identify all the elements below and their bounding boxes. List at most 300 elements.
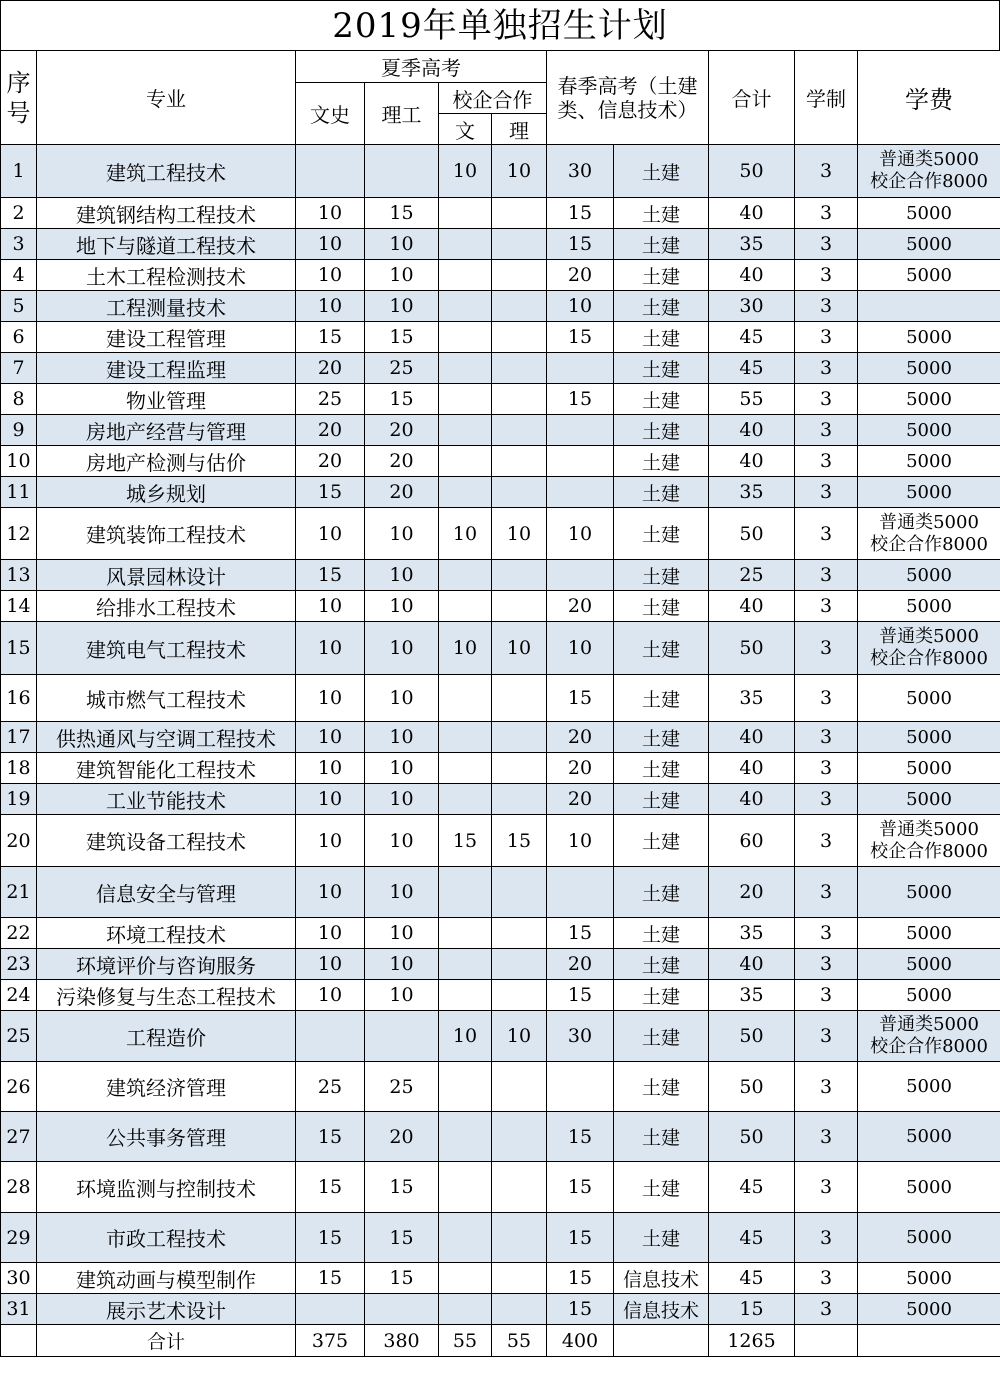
totals-ligong: 380 xyxy=(365,1325,439,1357)
cell-category: 土建 xyxy=(614,322,709,353)
cell-xq-li xyxy=(492,291,547,322)
cell-fee: 5000 xyxy=(858,753,1000,784)
cell-no: 3 xyxy=(1,229,37,260)
fee-line: 普通类5000 xyxy=(879,149,979,170)
cell-fee: 5000 xyxy=(858,980,1000,1011)
cell-total: 35 xyxy=(709,477,795,508)
cell-fee: 5000 xyxy=(858,591,1000,622)
cell-category: 土建 xyxy=(614,291,709,322)
cell-major: 供热通风与空调工程技术 xyxy=(37,722,296,753)
cell-no: 6 xyxy=(1,322,37,353)
cell-duration: 3 xyxy=(795,591,858,622)
cell-wenshi: 10 xyxy=(296,291,365,322)
cell-fee: 5000 xyxy=(858,229,1000,260)
cell-wenshi: 15 xyxy=(296,477,365,508)
cell-total: 25 xyxy=(709,560,795,591)
cell-wenshi: 10 xyxy=(296,198,365,229)
cell-duration: 3 xyxy=(795,291,858,322)
cell-spring: 15 xyxy=(547,918,614,949)
cell-fee: 5000 xyxy=(858,384,1000,415)
cell-xq-wen: 10 xyxy=(439,1011,492,1062)
cell-major: 污染修复与生态工程技术 xyxy=(37,980,296,1011)
cell-no: 21 xyxy=(1,867,37,918)
cell-major: 风景园林设计 xyxy=(37,560,296,591)
cell-xq-li xyxy=(492,1263,547,1294)
cell-spring: 20 xyxy=(547,722,614,753)
cell-fee: 5000 xyxy=(858,1112,1000,1162)
cell-no: 26 xyxy=(1,1062,37,1112)
cell-ligong: 20 xyxy=(365,415,439,446)
cell-wenshi xyxy=(296,1011,365,1062)
cell-wenshi: 10 xyxy=(296,815,365,867)
table-row xyxy=(1,1112,1000,1162)
table-row xyxy=(1,508,1000,560)
cell-major: 建筑装饰工程技术 xyxy=(37,508,296,560)
cell-major: 建设工程管理 xyxy=(37,322,296,353)
cell-major: 土木工程检测技术 xyxy=(37,260,296,291)
cell-xq-wen: 15 xyxy=(439,815,492,867)
fee-line-secondary: 校企合作8000 xyxy=(870,840,988,862)
cell-category: 土建 xyxy=(614,918,709,949)
cell-category: 土建 xyxy=(614,1213,709,1263)
cell-xq-wen xyxy=(439,675,492,722)
cell-xq-wen xyxy=(439,384,492,415)
cell-duration: 3 xyxy=(795,384,858,415)
cell-wenshi: 10 xyxy=(296,753,365,784)
cell-wenshi: 10 xyxy=(296,622,365,675)
cell-category: 土建 xyxy=(614,1112,709,1162)
table-row xyxy=(1,591,1000,622)
cell-ligong: 15 xyxy=(365,198,439,229)
totals-total: 1265 xyxy=(709,1325,795,1357)
cell-no: 24 xyxy=(1,980,37,1011)
cell-xq-wen xyxy=(439,322,492,353)
cell-total: 35 xyxy=(709,229,795,260)
cell-duration: 3 xyxy=(795,722,858,753)
cell-fee: 5000 xyxy=(858,918,1000,949)
cell-duration: 3 xyxy=(795,322,858,353)
cell-fee: 5000 xyxy=(858,722,1000,753)
cell-duration: 3 xyxy=(795,867,858,918)
cell-duration: 3 xyxy=(795,508,858,560)
cell-category: 土建 xyxy=(614,722,709,753)
cell-category: 土建 xyxy=(614,949,709,980)
cell-major: 市政工程技术 xyxy=(37,1213,296,1263)
cell-no: 9 xyxy=(1,415,37,446)
table-row xyxy=(1,415,1000,446)
fee-line: 普通类5000 xyxy=(879,818,979,840)
cell-no: 1 xyxy=(1,145,37,198)
cell-xq-li xyxy=(492,675,547,722)
cell-wenshi: 25 xyxy=(296,1062,365,1112)
cell-fee: 5000 xyxy=(858,322,1000,353)
cell-xq-wen xyxy=(439,1112,492,1162)
table-row xyxy=(1,949,1000,980)
cell-xq-li xyxy=(492,1112,547,1162)
table-row xyxy=(1,1011,1000,1062)
header-major: 专业 xyxy=(37,51,296,145)
table-body xyxy=(1,145,1000,1325)
cell-major: 建筑经济管理 xyxy=(37,1062,296,1112)
cell-major: 房地产检测与估价 xyxy=(37,446,296,477)
cell-ligong: 10 xyxy=(365,949,439,980)
cell-major: 建设工程监理 xyxy=(37,353,296,384)
table-row xyxy=(1,198,1000,229)
cell-spring xyxy=(547,1062,614,1112)
cell-total: 40 xyxy=(709,722,795,753)
table-row xyxy=(1,722,1000,753)
cell-ligong: 20 xyxy=(365,446,439,477)
cell-xq-li xyxy=(492,980,547,1011)
cell-xq-wen xyxy=(439,1263,492,1294)
cell-xq-li: 15 xyxy=(492,815,547,867)
cell-ligong: 25 xyxy=(365,1062,439,1112)
cell-total: 35 xyxy=(709,675,795,722)
cell-fee: 5000 xyxy=(858,353,1000,384)
cell-xq-li xyxy=(492,415,547,446)
cell-duration: 3 xyxy=(795,815,858,867)
cell-fee: 5000 xyxy=(858,784,1000,815)
header-summer: 夏季高考 xyxy=(296,51,547,83)
cell-total: 40 xyxy=(709,753,795,784)
cell-total: 20 xyxy=(709,867,795,918)
cell-xq-li xyxy=(492,784,547,815)
cell-major: 建筑电气工程技术 xyxy=(37,622,296,675)
table-row xyxy=(1,980,1000,1011)
cell-xq-li xyxy=(492,1213,547,1263)
table-row xyxy=(1,1294,1000,1325)
cell-duration: 3 xyxy=(795,622,858,675)
cell-major: 给排水工程技术 xyxy=(37,591,296,622)
cell-major: 环境监测与控制技术 xyxy=(37,1162,296,1213)
cell-duration: 3 xyxy=(795,753,858,784)
cell-category: 土建 xyxy=(614,1062,709,1112)
cell-no: 12 xyxy=(1,508,37,560)
cell-duration: 3 xyxy=(795,353,858,384)
cell-category: 土建 xyxy=(614,784,709,815)
table-row xyxy=(1,1162,1000,1213)
cell-duration: 3 xyxy=(795,477,858,508)
cell-wenshi: 15 xyxy=(296,1213,365,1263)
cell-category: 土建 xyxy=(614,229,709,260)
table-row xyxy=(1,1213,1000,1263)
cell-category: 信息技术 xyxy=(614,1263,709,1294)
cell-total: 40 xyxy=(709,260,795,291)
cell-spring: 15 xyxy=(547,384,614,415)
totals-label: 合计 xyxy=(37,1325,296,1357)
cell-xq-li xyxy=(492,753,547,784)
cell-wenshi: 10 xyxy=(296,260,365,291)
cell-category: 土建 xyxy=(614,753,709,784)
cell-spring xyxy=(547,353,614,384)
cell-spring: 15 xyxy=(547,1162,614,1213)
cell-total: 40 xyxy=(709,415,795,446)
cell-no: 28 xyxy=(1,1162,37,1213)
cell-fee xyxy=(858,622,1000,675)
table-row xyxy=(1,918,1000,949)
cell-ligong: 10 xyxy=(365,867,439,918)
cell-ligong xyxy=(365,1011,439,1062)
cell-duration: 3 xyxy=(795,229,858,260)
cell-xq-wen xyxy=(439,1294,492,1325)
cell-no: 8 xyxy=(1,384,37,415)
cell-spring: 10 xyxy=(547,815,614,867)
cell-total: 45 xyxy=(709,322,795,353)
cell-fee xyxy=(858,291,1000,322)
cell-duration: 3 xyxy=(795,1263,858,1294)
cell-total: 45 xyxy=(709,353,795,384)
cell-duration: 3 xyxy=(795,1213,858,1263)
header-total: 合计 xyxy=(709,51,795,145)
cell-xq-li xyxy=(492,446,547,477)
cell-wenshi: 15 xyxy=(296,1112,365,1162)
cell-duration: 3 xyxy=(795,675,858,722)
cell-category: 土建 xyxy=(614,867,709,918)
cell-fee: 5000 xyxy=(858,198,1000,229)
cell-no: 15 xyxy=(1,622,37,675)
cell-total: 45 xyxy=(709,1162,795,1213)
cell-xq-wen xyxy=(439,1213,492,1263)
cell-duration: 3 xyxy=(795,1112,858,1162)
header-spring: 春季高考（土建类、信息技术） xyxy=(547,51,709,145)
cell-xq-li xyxy=(492,1062,547,1112)
cell-wenshi xyxy=(296,145,365,198)
cell-ligong: 10 xyxy=(365,918,439,949)
cell-major: 建筑动画与模型制作 xyxy=(37,1263,296,1294)
cell-duration: 3 xyxy=(795,980,858,1011)
cell-category: 信息技术 xyxy=(614,1294,709,1325)
cell-no: 16 xyxy=(1,675,37,722)
cell-fee: 5000 xyxy=(858,560,1000,591)
cell-ligong: 10 xyxy=(365,815,439,867)
cell-xq-li xyxy=(492,591,547,622)
cell-ligong: 10 xyxy=(365,722,439,753)
table-row xyxy=(1,353,1000,384)
table-row xyxy=(1,1062,1000,1112)
fee-line: 普通类5000 xyxy=(879,511,979,533)
cell-xq-wen xyxy=(439,415,492,446)
table-row xyxy=(1,784,1000,815)
cell-ligong: 10 xyxy=(365,784,439,815)
totals-fee xyxy=(858,1325,1000,1357)
cell-xq-li xyxy=(492,1162,547,1213)
cell-total: 60 xyxy=(709,815,795,867)
cell-ligong: 20 xyxy=(365,1112,439,1162)
cell-major: 建筑钢结构工程技术 xyxy=(37,198,296,229)
cell-xq-wen xyxy=(439,1062,492,1112)
cell-ligong: 10 xyxy=(365,622,439,675)
table-row xyxy=(1,675,1000,722)
header-fee: 学费 xyxy=(858,51,1000,145)
cell-ligong xyxy=(365,145,439,198)
cell-spring: 15 xyxy=(547,1112,614,1162)
cell-xq-wen xyxy=(439,784,492,815)
totals-duration xyxy=(795,1325,858,1357)
cell-ligong: 15 xyxy=(365,1162,439,1213)
cell-total: 35 xyxy=(709,918,795,949)
cell-category: 土建 xyxy=(614,1162,709,1213)
page-title: 2019年单独招生计划 xyxy=(0,0,1000,50)
cell-ligong: 10 xyxy=(365,229,439,260)
cell-wenshi xyxy=(296,1294,365,1325)
cell-duration: 3 xyxy=(795,260,858,291)
cell-xq-wen xyxy=(439,198,492,229)
cell-category: 土建 xyxy=(614,384,709,415)
cell-major: 建筑智能化工程技术 xyxy=(37,753,296,784)
cell-total: 35 xyxy=(709,980,795,1011)
cell-category: 土建 xyxy=(614,508,709,560)
cell-duration: 3 xyxy=(795,560,858,591)
cell-category: 土建 xyxy=(614,675,709,722)
table-row xyxy=(1,291,1000,322)
table-row xyxy=(1,145,1000,198)
cell-ligong: 15 xyxy=(365,384,439,415)
cell-fee: 5000 xyxy=(858,415,1000,446)
cell-spring: 20 xyxy=(547,784,614,815)
cell-duration: 3 xyxy=(795,1062,858,1112)
cell-xq-wen xyxy=(439,560,492,591)
cell-spring xyxy=(547,446,614,477)
cell-ligong xyxy=(365,1294,439,1325)
cell-xq-wen: 10 xyxy=(439,508,492,560)
cell-major: 工程测量技术 xyxy=(37,291,296,322)
totals-xq-wen: 55 xyxy=(439,1325,492,1357)
cell-xq-li: 10 xyxy=(492,622,547,675)
cell-wenshi: 10 xyxy=(296,229,365,260)
cell-fee: 5000 xyxy=(858,675,1000,722)
cell-spring: 15 xyxy=(547,198,614,229)
cell-xq-wen xyxy=(439,353,492,384)
cell-wenshi: 15 xyxy=(296,1162,365,1213)
cell-xq-wen xyxy=(439,753,492,784)
cell-xq-wen xyxy=(439,949,492,980)
cell-spring: 15 xyxy=(547,229,614,260)
cell-ligong: 20 xyxy=(365,477,439,508)
cell-duration: 3 xyxy=(795,145,858,198)
cell-major: 城市燃气工程技术 xyxy=(37,675,296,722)
fee-line-secondary: 校企合作8000 xyxy=(870,171,988,192)
cell-total: 50 xyxy=(709,1011,795,1062)
cell-xq-li xyxy=(492,229,547,260)
cell-xq-li xyxy=(492,353,547,384)
cell-duration: 3 xyxy=(795,784,858,815)
cell-spring: 10 xyxy=(547,622,614,675)
cell-category: 土建 xyxy=(614,198,709,229)
cell-no: 2 xyxy=(1,198,37,229)
cell-ligong: 15 xyxy=(365,1213,439,1263)
cell-spring xyxy=(547,560,614,591)
cell-no: 31 xyxy=(1,1294,37,1325)
cell-total: 50 xyxy=(709,1112,795,1162)
cell-category: 土建 xyxy=(614,980,709,1011)
cell-wenshi: 20 xyxy=(296,353,365,384)
cell-ligong: 15 xyxy=(365,322,439,353)
table-row xyxy=(1,384,1000,415)
table-row xyxy=(1,229,1000,260)
cell-no: 14 xyxy=(1,591,37,622)
totals-category xyxy=(614,1325,709,1357)
cell-spring: 30 xyxy=(547,1011,614,1062)
cell-xq-li xyxy=(492,477,547,508)
cell-no: 11 xyxy=(1,477,37,508)
table-row xyxy=(1,1263,1000,1294)
cell-no: 29 xyxy=(1,1213,37,1263)
cell-spring: 15 xyxy=(547,980,614,1011)
cell-category: 土建 xyxy=(614,591,709,622)
cell-wenshi: 15 xyxy=(296,1263,365,1294)
cell-spring: 15 xyxy=(547,322,614,353)
cell-no: 13 xyxy=(1,560,37,591)
cell-fee: 5000 xyxy=(858,1213,1000,1263)
cell-wenshi: 10 xyxy=(296,867,365,918)
cell-total: 40 xyxy=(709,446,795,477)
cell-ligong: 10 xyxy=(365,260,439,291)
cell-total: 40 xyxy=(709,784,795,815)
cell-no: 5 xyxy=(1,291,37,322)
cell-wenshi: 15 xyxy=(296,560,365,591)
table-row xyxy=(1,867,1000,918)
cell-total: 40 xyxy=(709,949,795,980)
cell-no: 7 xyxy=(1,353,37,384)
cell-no: 27 xyxy=(1,1112,37,1162)
fee-line-secondary: 校企合作8000 xyxy=(870,1036,988,1057)
cell-xq-li: 10 xyxy=(492,508,547,560)
cell-xq-li xyxy=(492,867,547,918)
cell-xq-li: 10 xyxy=(492,145,547,198)
cell-no: 20 xyxy=(1,815,37,867)
cell-xq-wen xyxy=(439,477,492,508)
cell-wenshi: 10 xyxy=(296,591,365,622)
cell-category: 土建 xyxy=(614,1011,709,1062)
cell-xq-li xyxy=(492,322,547,353)
cell-fee xyxy=(858,145,1000,198)
totals-spring: 400 xyxy=(547,1325,614,1357)
cell-ligong: 10 xyxy=(365,980,439,1011)
cell-total: 50 xyxy=(709,1062,795,1112)
cell-wenshi: 10 xyxy=(296,722,365,753)
cell-xq-li: 10 xyxy=(492,1011,547,1062)
cell-total: 50 xyxy=(709,622,795,675)
cell-wenshi: 15 xyxy=(296,322,365,353)
table-row xyxy=(1,260,1000,291)
table-row xyxy=(1,446,1000,477)
cell-xq-wen xyxy=(439,867,492,918)
cell-total: 40 xyxy=(709,198,795,229)
cell-major: 环境工程技术 xyxy=(37,918,296,949)
cell-xq-li xyxy=(492,1294,547,1325)
totals-xq-li: 55 xyxy=(492,1325,547,1357)
cell-duration: 3 xyxy=(795,1294,858,1325)
cell-wenshi: 10 xyxy=(296,980,365,1011)
cell-spring xyxy=(547,867,614,918)
cell-xq-wen xyxy=(439,291,492,322)
enrollment-table xyxy=(0,50,1000,1357)
cell-total: 50 xyxy=(709,508,795,560)
cell-category: 土建 xyxy=(614,477,709,508)
header-duration: 学制 xyxy=(795,51,858,145)
cell-major: 展示艺术设计 xyxy=(37,1294,296,1325)
cell-spring: 30 xyxy=(547,145,614,198)
cell-xq-wen xyxy=(439,722,492,753)
cell-spring: 10 xyxy=(547,508,614,560)
cell-no: 17 xyxy=(1,722,37,753)
cell-total: 50 xyxy=(709,145,795,198)
cell-ligong: 25 xyxy=(365,353,439,384)
cell-spring xyxy=(547,415,614,446)
cell-major: 建筑工程技术 xyxy=(37,145,296,198)
cell-category: 土建 xyxy=(614,560,709,591)
table-row xyxy=(1,753,1000,784)
